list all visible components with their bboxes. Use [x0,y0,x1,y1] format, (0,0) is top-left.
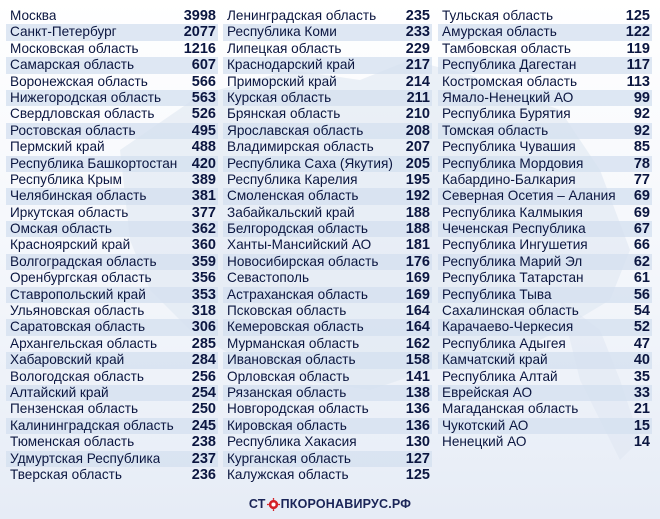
case-count: 254 [191,384,216,401]
table-row [6,123,218,139]
region-name: Кабардино-Балкария [442,171,576,187]
region-name: Иркутская область [10,204,129,220]
table-row [6,237,218,253]
table-row [438,434,652,450]
table-row [6,188,218,204]
region-name: Белгородская область [227,221,369,237]
table-row [223,401,432,417]
table-row [438,319,652,335]
case-count: 119 [626,40,650,57]
region-name: Республика Марий Эл [442,253,583,269]
region-name: Челябинская область [10,188,147,204]
table-row [223,24,432,40]
region-name: Северная Осетия – Алания [442,188,616,204]
table-row [438,123,652,139]
case-count: 125 [405,466,430,483]
case-count: 125 [625,8,650,24]
case-count: 181 [405,237,430,254]
region-name: Ростовская область [10,122,136,138]
case-count: 526 [191,106,216,123]
region-name: Республика Карелия [227,171,358,187]
table-row [438,254,652,270]
case-count: 141 [405,368,430,385]
case-count: 188 [405,221,430,238]
table-row [223,385,432,401]
table-row [223,123,432,139]
case-count: 389 [191,171,216,188]
region-name: Ненецкий АО [442,434,527,450]
table-row [438,74,652,90]
case-count: 214 [405,73,430,90]
table-row [223,172,432,188]
case-count: 235 [405,8,430,24]
region-name: Приморский край [227,73,337,89]
case-count: 122 [625,24,650,41]
table-row [6,24,218,40]
case-count: 211 [406,89,430,106]
table-row [223,451,432,467]
case-count: 495 [191,122,216,139]
case-count: 353 [191,286,216,303]
case-count: 318 [191,303,216,320]
region-name: Республика Калмыкия [442,204,583,220]
case-count: 67 [633,221,650,238]
table-row [223,254,432,270]
table-row [6,74,218,90]
case-count: 1216 [183,40,216,57]
table-row [6,156,218,172]
region-name: Республика Башкортостан [10,155,178,171]
case-count: 188 [405,204,430,221]
region-name: Ярославская область [227,122,364,138]
case-count: 21 [633,401,650,418]
region-name: Тюменская область [10,434,135,450]
case-count: 2077 [183,24,216,41]
regions-column-2 [223,8,432,483]
case-count: 47 [633,335,650,352]
table-row [6,139,218,155]
table-row [223,467,432,483]
region-name: Удмуртская Республика [10,450,161,466]
case-count: 158 [405,352,430,369]
case-count: 236 [191,466,216,483]
footer-logo [0,497,660,511]
case-count: 113 [626,73,650,90]
case-count: 164 [405,319,430,336]
table-row [6,385,218,401]
case-count: 162 [405,335,430,352]
table-row [438,8,652,24]
region-name: Ивановская область [227,352,356,368]
table-row [438,270,652,286]
region-name: Ульяновская область [10,303,145,319]
table-row [438,401,652,417]
region-name: Пензенская область [10,401,139,417]
case-count: 127 [405,450,430,467]
region-name: Мурманская область [227,335,360,351]
region-name: Волгоградская область [10,253,157,269]
case-count: 69 [633,188,650,205]
region-name: Тверская область [10,466,122,482]
case-count: 284 [191,352,216,369]
table-row [223,57,432,73]
table-row [6,369,218,385]
table-row [438,188,652,204]
region-name: Еврейская АО [442,384,533,400]
case-count: 245 [191,417,216,434]
region-name: Костромская область [442,73,578,89]
region-name: Республика Коми [227,24,337,40]
case-count: 3998 [183,8,216,24]
region-name: Липецкая область [227,40,342,56]
region-name: Краснодарский край [227,57,356,73]
table-row [223,352,432,368]
case-count: 607 [191,57,216,74]
case-count: 217 [405,57,430,74]
case-count: 205 [405,155,430,172]
region-name: Тамбовская область [442,40,571,56]
region-name: Архангельская область [10,335,158,351]
case-count: 77 [633,171,650,188]
region-name: Красноярский край [10,237,131,253]
case-count: 233 [405,24,430,41]
region-name: Чеченская Республика [442,221,586,237]
case-count: 285 [191,335,216,352]
case-count: 69 [633,204,650,221]
case-count: 359 [191,253,216,270]
case-count: 66 [633,237,650,254]
region-name: Камчатский край [442,352,548,368]
region-name: Воронежская область [10,73,148,89]
table-row [223,41,432,57]
case-count: 169 [405,270,430,287]
region-name: Республика Адыгея [442,335,566,351]
case-count: 210 [405,106,430,123]
region-name: Новгородская область [227,401,369,417]
region-name: Республика Мордовия [442,155,584,171]
region-name: Курская область [227,89,332,105]
region-name: Томская область [442,122,549,138]
case-count: 362 [191,221,216,238]
table-row [438,369,652,385]
case-count: 85 [633,139,650,156]
table-row [223,139,432,155]
case-count: 195 [405,171,430,188]
table-row [223,221,432,237]
table-row [6,57,218,73]
regions-column-3 [438,8,652,451]
region-name: Курганская область [227,450,351,466]
region-name: Тульская область [442,8,554,23]
table-row [223,303,432,319]
region-name: Республика Чувашия [442,139,576,155]
table-row [6,303,218,319]
region-name: Астраханская область [227,286,368,302]
region-name: Республика Саха (Якутия) [227,155,393,171]
virus-icon [267,498,280,511]
case-count: 192 [405,188,430,205]
case-count: 377 [191,204,216,221]
table-row [223,336,432,352]
case-count: 92 [633,122,650,139]
region-name: Забайкальский край [227,204,355,220]
table-row [6,41,218,57]
region-name: Республика Хакасия [227,434,357,450]
case-count: 130 [405,434,430,451]
table-row [223,156,432,172]
region-name: Санкт-Петербург [10,24,117,40]
table-row [438,303,652,319]
table-row [6,287,218,303]
region-name: Пермский край [10,139,105,155]
case-count: 229 [405,40,430,57]
case-count: 136 [405,401,430,418]
case-count: 169 [405,286,430,303]
table-row [6,434,218,450]
region-name: Самарская область [10,57,135,73]
region-name: Сахалинская область [442,303,579,319]
table-row [223,8,432,24]
table-row [438,205,652,221]
logo-prefix: СТ [248,497,266,511]
region-name: Республика Татарстан [442,270,584,286]
case-count: 14 [633,434,650,451]
region-name: Вологодская область [10,368,144,384]
region-name: Московская область [10,40,139,56]
table-row [223,434,432,450]
case-count: 250 [191,401,216,418]
case-count: 56 [633,286,650,303]
region-name: Ставропольский край [10,286,146,302]
case-count: 238 [191,434,216,451]
region-name: Свердловская область [10,106,155,122]
table-row [438,385,652,401]
region-name: Калужская область [227,466,349,482]
case-count: 78 [633,155,650,172]
case-count: 54 [633,303,650,320]
table-row [223,369,432,385]
region-name: Брянская область [227,106,341,122]
table-row [6,319,218,335]
region-name: Магаданская область [442,401,579,417]
table-row [438,156,652,172]
table-row [6,451,218,467]
region-name: Республика Бурятия [442,106,571,122]
case-count: 381 [191,188,216,205]
table-row [6,172,218,188]
table-row [6,106,218,122]
table-row [6,90,218,106]
table-row [6,401,218,417]
table-row [223,418,432,434]
region-name: Новосибирская область [227,253,379,269]
table-row [438,57,652,73]
table-row [223,74,432,90]
table-row [438,237,652,253]
case-count: 256 [191,368,216,385]
table-row [223,106,432,122]
region-name: Карачаево-Черкесия [442,319,574,335]
case-count: 563 [191,89,216,106]
region-name: Саратовская область [10,319,146,335]
region-name: Ямало-Ненецкий АО [442,89,574,105]
table-row [438,139,652,155]
region-name: Псковская область [227,303,347,319]
case-count: 136 [405,417,430,434]
table-row [223,188,432,204]
table-row [438,221,652,237]
region-name: Республика Ингушетия [442,237,588,253]
table-row [6,352,218,368]
case-count: 138 [405,384,430,401]
region-name: Ленинградская область [227,8,377,23]
table-row [223,237,432,253]
case-count: 306 [191,319,216,336]
region-name: Ханты-Мансийский АО [227,237,372,253]
case-count: 566 [191,73,216,90]
case-count: 15 [633,417,650,434]
case-count: 33 [633,384,650,401]
case-count: 164 [405,303,430,320]
region-name: Москва [10,8,57,23]
region-name: Нижегородская область [10,89,162,105]
region-name: Кировская область [227,417,347,433]
table-row [438,336,652,352]
region-name: Хабаровский край [10,352,125,368]
case-count: 420 [191,155,216,172]
table-row [438,352,652,368]
region-name: Чукотский АО [442,417,529,433]
region-name: Республика Крым [10,171,123,187]
case-count: 208 [405,122,430,139]
table-row [223,205,432,221]
table-row [6,418,218,434]
table-row [223,319,432,335]
table-row [6,254,218,270]
regions-column-1 [6,8,218,483]
region-name: Республика Дагестан [442,57,577,73]
table-row [223,270,432,286]
region-name: Омская область [10,221,112,237]
table-row [438,106,652,122]
table-row [438,418,652,434]
case-count: 52 [633,319,650,336]
case-count: 488 [191,139,216,156]
table-row [6,270,218,286]
case-count: 92 [633,106,650,123]
case-count: 207 [405,139,430,156]
table-row [6,336,218,352]
table-row [223,90,432,106]
table-row [6,221,218,237]
table-row [438,287,652,303]
table-row [223,287,432,303]
region-name: Калининградская область [10,417,174,433]
table-row [6,467,218,483]
case-count: 117 [626,57,650,74]
table-row [438,24,652,40]
regions-table [0,8,660,486]
table-row [438,41,652,57]
case-count: 356 [191,270,216,287]
case-count: 237 [191,450,216,467]
region-name: Рязанская область [227,384,347,400]
region-name: Алтайский край [10,384,109,400]
case-count: 360 [191,237,216,254]
region-name: Республика Тыва [442,286,552,302]
case-count: 35 [633,368,650,385]
region-name: Смоленская область [227,188,359,204]
region-name: Амурская область [442,24,557,40]
region-name: Севастополь [227,270,310,286]
region-name: Владимирская область [227,139,374,155]
region-name: Оренбургская область [10,270,152,286]
case-count: 176 [405,253,430,270]
table-row [6,205,218,221]
case-count: 61 [633,270,650,287]
region-name: Орловская область [227,368,350,384]
region-name: Республика Алтай [442,368,558,384]
table-row [438,90,652,106]
region-name: Кемеровская область [227,319,364,335]
logo-suffix: ПКОРОНАВИРУС.РФ [280,497,412,511]
case-count: 99 [633,89,650,106]
table-row [6,8,218,24]
case-count: 40 [633,352,650,369]
table-row [438,172,652,188]
case-count: 62 [633,253,650,270]
